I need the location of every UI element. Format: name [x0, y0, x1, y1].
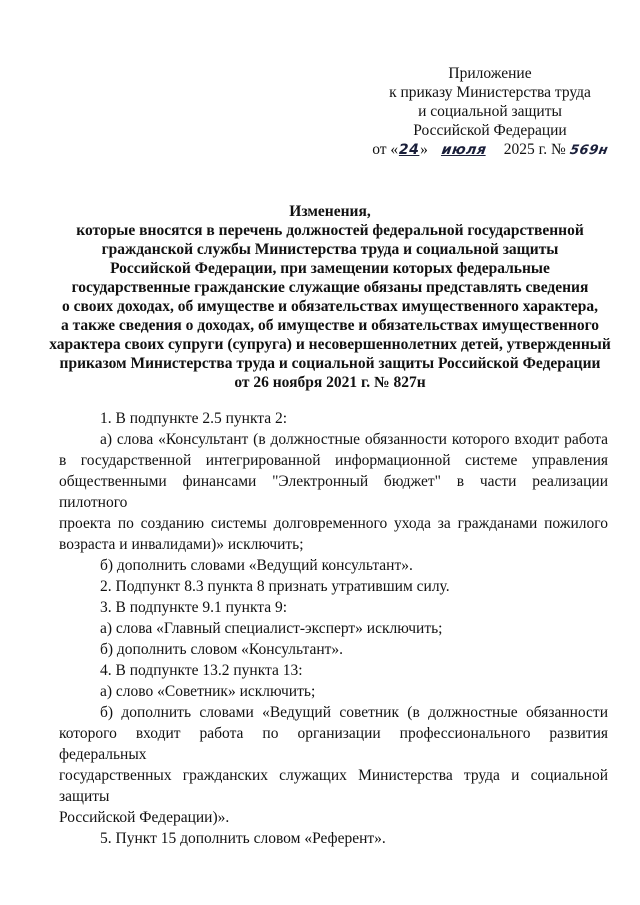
clause-5: 5. Пункт 15 дополнить словом «Референт».	[100, 830, 386, 847]
clause-3b: б) дополнить словом «Консультант».	[100, 641, 344, 658]
clause-1a-line: проекта по созданию системы долговременного ухода за гражданами пожилого	[59, 515, 608, 532]
clause-4: 4. В подпункте 13.2 пункта 13:	[100, 662, 303, 679]
clause-1a	[59, 429, 608, 555]
title-line: Изменения,	[289, 203, 371, 220]
clause-1a-line: общественными финансами "Электронный бюджет" в части реализации пилотного	[59, 473, 608, 511]
clause-4b	[59, 702, 608, 828]
clause-4b-line: государственных гражданских служащих Министерства труда и социальной защиты	[59, 767, 608, 805]
order-month-handwritten: июля	[440, 142, 488, 158]
title-line: характера своих супруги (супруга) и несовершеннолетних детей, утвержденный	[49, 336, 611, 353]
clause-1a-line: возраста и инвалидами)» исключить;	[59, 536, 304, 553]
appendix-header	[360, 64, 620, 160]
order-date-line	[360, 140, 620, 160]
appendix-ministry: и социальной защиты	[418, 103, 562, 120]
title-line: гражданской службы Министерства труда и социальной защиты	[101, 241, 559, 258]
order-mid: »	[420, 141, 428, 158]
appendix-order-ref: к приказу Министерства труда	[389, 84, 591, 101]
clause-4a: а) слово «Советник» исключить;	[100, 683, 316, 700]
title-line: государственные гражданские служащие обязаны представлять сведения	[71, 279, 589, 296]
title-line: от 26 ноября 2021 г. № 827н	[234, 374, 426, 391]
clause-1a-line: в государственной интегрированной информационной системе управления	[59, 452, 608, 469]
clause-1a-line: а) слова «Консультант (в должностные обязанности которого входит работа	[100, 431, 608, 448]
title-line: которые вносятся в перечень должностей федеральной государственной	[76, 222, 584, 239]
order-number-handwritten: 569н	[568, 143, 610, 158]
clause-4b-line: б) дополнить словами «Ведущий советник (в должностные обязанности	[100, 704, 608, 721]
title-line: Российской Федерации, при замещении которых федеральные	[110, 260, 550, 277]
title-line: о своих доходах, об имуществе и обязательствах имущественного характера,	[61, 298, 599, 315]
appendix-label: Приложение	[448, 65, 532, 82]
order-year: 2025 г. №	[499, 141, 570, 158]
clause-3: 3. В подпункте 9.1 пункта 9:	[100, 599, 288, 616]
clause-1b: б) дополнить словами «Ведущий консультант».	[100, 557, 413, 574]
clause-1: 1. В подпункте 2.5 пункта 2:	[100, 410, 288, 427]
order-day-handwritten: 24	[398, 142, 420, 158]
clause-2: 2. Подпункт 8.3 пункта 8 признать утратившим силу.	[100, 578, 450, 595]
document-body	[59, 408, 608, 849]
document-title	[40, 202, 620, 392]
order-prefix: от «	[372, 141, 399, 158]
clause-4b-line: которого входит работа по организации профессионального развития федеральных	[59, 725, 608, 763]
title-line: а также сведения о доходах, об имуществе и обязательствах имущественного	[60, 317, 600, 334]
clause-4b-line: Российской Федерации)».	[59, 809, 230, 826]
appendix-country: Российской Федерации	[413, 122, 567, 139]
clause-3a: а) слова «Главный специалист-эксперт» исключить;	[100, 620, 443, 637]
title-line: приказом Министерства труда и социальной защиты Российской Федерации	[59, 355, 601, 372]
